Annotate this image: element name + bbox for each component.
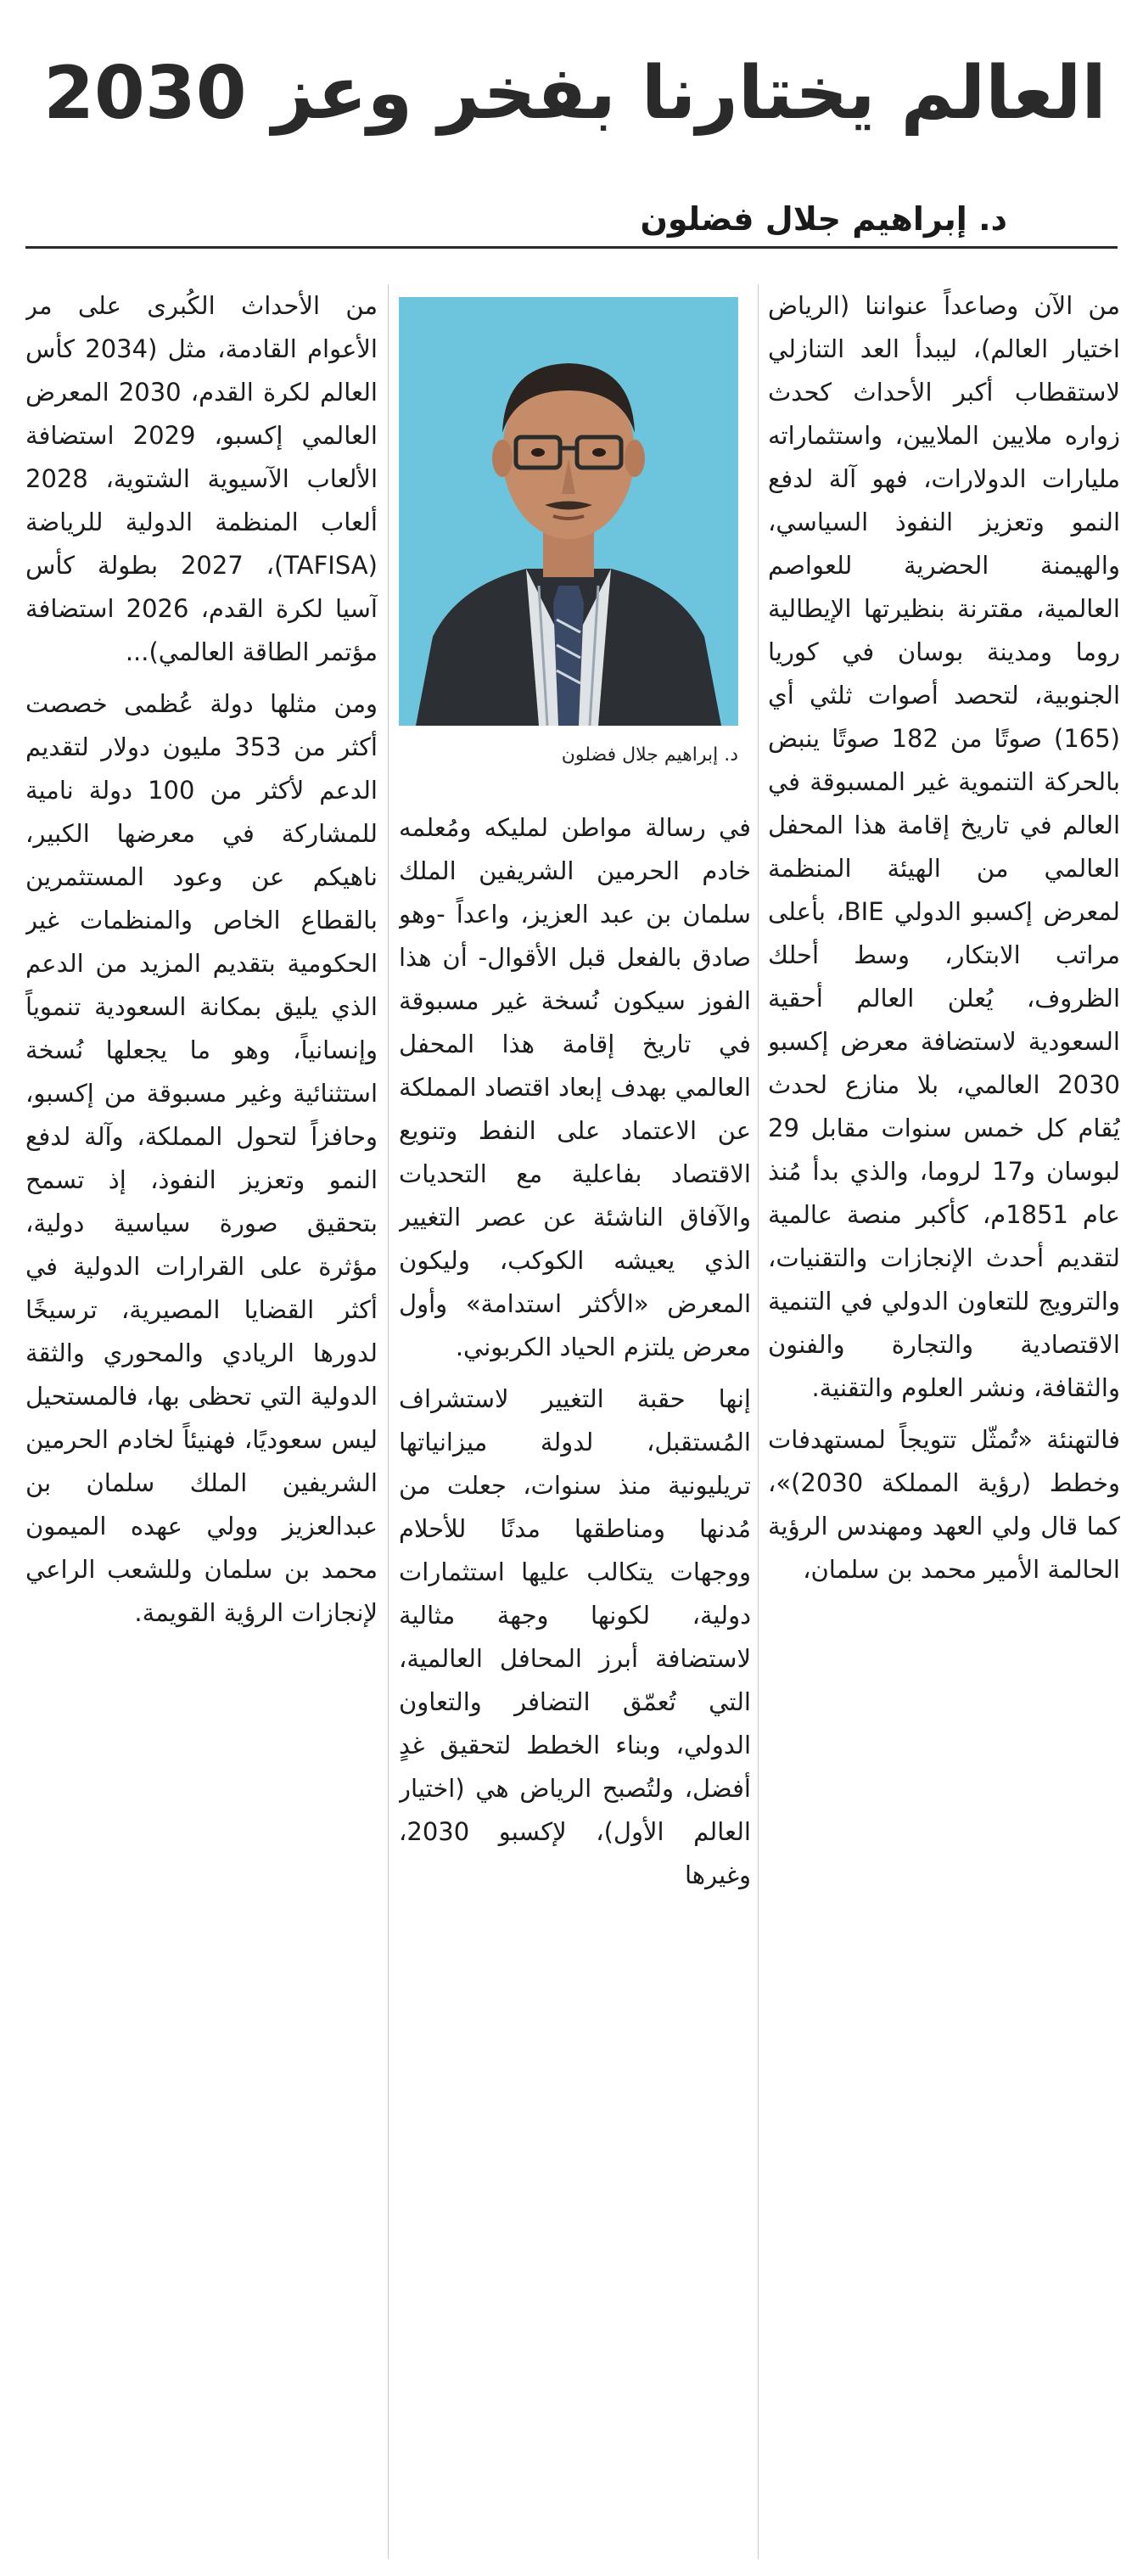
article-column-left bbox=[25, 284, 378, 2568]
article-column-middle bbox=[399, 806, 751, 2568]
article-column-right bbox=[768, 284, 1120, 2568]
paragraph: ومن مثلها دولة عُظمى خصصت أكثر من 353 مليون دولار لتقديم الدعم لأكثر من 100 دولة نامية للمشاركة في معرضها الكبير، ناهيكم عن وعود المستثمرين بالقطاع الخاص والمنظمات غير الحكومية بتقديم المزيد من الدعم الذي يليق بمكانة السعودية تنموياً وإنسانياً، وهو ما يجعلها نُسخة استثنائية وغير مسبوقة من إكسبو، وحافزاً لتحول المملكة، وآلة لدفع النمو وتعزيز النفوذ، إذ تسمح بتحقيق صورة سياسية دولية، مؤثرة على القرارات الدولية في أكثر القضايا المصيرية، ترسيخًا لدورها الريادي والمحوري والثقة الدولية التي تحظى بها، فالمستحيل ليس سعوديًا، فهنيئاً لخادم الحرمين الشريفين الملك سلمان بن عبدالعزيز وولي عهده الميمون محمد بن سلمان وللشعب الراعي لإنجازات الرؤية القويمة. bbox=[25, 689, 378, 1627]
column-divider-left bbox=[388, 284, 389, 2559]
paragraph: في رسالة مواطن لمليكه ومُعلمه خادم الحرمين الشريفين الملك سلمان بن عبد العزيز، واعداً -وهو صادق بالفعل قبل الأقوال- أن هذا الفوز سيكون نُسخة غير مسبوقة في تاريخ إقامة هذا المحفل العالمي بهدف إبعاد اقتصاد المملكة عن الاعتماد على النفط وتنويع الاقتصاد بفاعلية مع التحديات والآفاق الناشئة عن عصر التغيير الذي يعيشه الكوكب، وليكون المعرض «الأكثر استدامة» وأول معرض يلتزم الحياد الكربوني. bbox=[399, 813, 751, 1361]
paragraph: فالتهنئة «تُمثّل تتويجاً لمستهدفات وخطط (رؤية المملكة 2030)»، كما قال ولي العهد ومهندس الرؤية الحالمة الأمير محمد بن سلمان، bbox=[768, 1425, 1120, 1584]
paragraph: من الآن وصاعداً عنواننا (الرياض اختيار العالم)، ليبدأ العد التنازلي لاستقطاب أكبر الأحداث كحدث زواره ملايين الملايين، واستثماراته مليارات الدولارات، فهو آلة لدفع النمو وتعزيز النفوذ السياسي، والهيمنة الحضرية للعواصم العالمية، مقترنة بنظيرتها الإيطالية روما ومدينة بوسان في كوريا الجنوبية، لتحصد أصوات ثلثي أي (165) صوتًا من 182 صوتًا ينبض بالحركة التنموية غير المسبوقة في العالم في تاريخ إقامة هذا المحفل العالمي من الهيئة المنظمة لمعرض إكسبو الدولي BIE، بأعلى مراتب الابتكار، وسط أحلك الظروف، يُعلن العالم أحقية السعودية لاستضافة معرض إكسبو 2030 العالمي، بلا منازع لحدث يُقام كل خمس سنوات مقابل 29 لبوسان و17 لروما، والذي بدأ مُنذ عام 1851م، كأكبر منصة عالمية لتقديم أحدث الإنجازات والتقنيات، والترويج للتعاون الدولي في التنمية الاقتصادية والتجارة والفنون والثقافة، ونشر العلوم والتقنية. bbox=[768, 291, 1120, 1402]
paragraph: من الأحداث الكُبرى على مر الأعوام القادمة، مثل (2034 كأس العالم لكرة القدم، 2030 المعرض العالمي إكسبو، 2029 استضافة الألعاب الآسيوية الشتوية، 2028 ألعاب المنظمة الدولية للرياضة (TAFISA)، 2027 بطولة كأس آسيا لكرة القدم، 2026 استضافة مؤتمر الطاقة العالمي)... bbox=[25, 291, 378, 666]
column-divider-right bbox=[758, 284, 759, 2559]
author-photo bbox=[399, 297, 738, 726]
paragraph: إنها حقبة التغيير لاستشراف المُستقبل، لدولة ميزانياتها تريليونية منذ سنوات، جعلت من مُدنها ومناطقها مدنًا للأحلام ووجهات يتكالب عليها استثمارات دولية، لكونها وجهة مثالية لاستضافة أبرز المحافل العالمية، التي تُعمّق التضافر والتعاون الدولي، وبناء الخطط لتحقيق غدٍ أفضل، ولتُصبح الرياض هي (اختيار العالم الأول)، لإكسبو 2030، وغيرها bbox=[399, 1384, 751, 1889]
photo-caption: د. إبراهيم جلال فضلون bbox=[561, 744, 738, 766]
header-rule bbox=[25, 246, 1118, 249]
article-headline: العالم يختارنا بفخر وعز 2030 bbox=[43, 51, 1107, 136]
author-byline: د. إبراهيم جلال فضلون bbox=[640, 200, 1007, 238]
